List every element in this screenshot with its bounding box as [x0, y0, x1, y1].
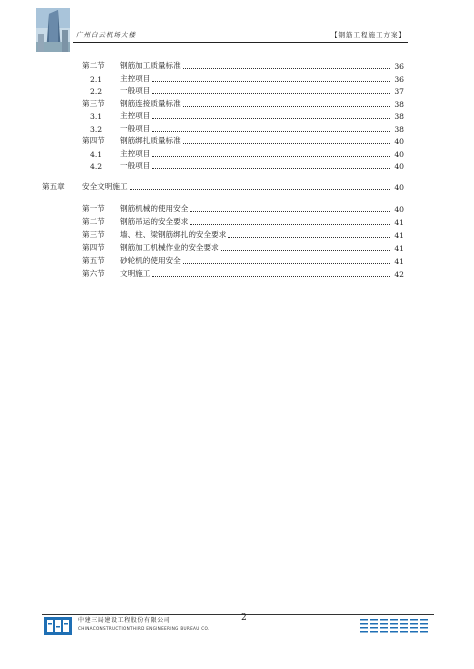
toc-entry-number: 第五节 [82, 256, 105, 265]
toc-entry-number: 第四节 [82, 136, 105, 145]
toc-entry-label: 钢筋绑扎质量标准 [120, 136, 181, 145]
toc-entry-label: 一般项目 [120, 123, 151, 133]
toc-leader-dots [152, 276, 390, 277]
header-project-name: 广州白云机场大楼 [76, 31, 136, 39]
toc-entry[interactable] [82, 123, 404, 134]
toc-entry-label: 墙、柱、梁钢筋绑扎的安全要求 [120, 230, 227, 239]
toc-leader-dots [152, 168, 390, 169]
toc-entry[interactable] [82, 216, 404, 227]
toc-entry-label: 砂轮机的使用安全 [120, 256, 181, 265]
toc-entry[interactable] [82, 98, 404, 109]
toc-entry[interactable] [82, 85, 404, 96]
toc-entry[interactable] [82, 255, 404, 266]
toc-entry[interactable] [82, 60, 404, 71]
toc-entry[interactable] [82, 242, 404, 253]
footer-company-name: 中建三局建设工程股份有限公司 [78, 617, 171, 624]
toc-entry-label: 主控项目 [120, 111, 151, 120]
toc-entry-number: 第三节 [82, 98, 105, 108]
toc-leader-dots [183, 68, 390, 69]
toc-entry-page: 41 [394, 231, 404, 240]
toc-entry-page: 41 [394, 257, 404, 266]
toc-leader-dots [190, 224, 390, 225]
toc-entry-page: 40 [394, 205, 404, 214]
toc-entry-page: 38 [394, 99, 404, 109]
toc-entry-number: 第五章 [42, 182, 65, 191]
toc-leader-dots [183, 143, 390, 144]
page-number: 2 [241, 613, 247, 623]
toc-entry[interactable] [82, 135, 404, 146]
toc-entry-page: 41 [394, 244, 404, 253]
toc-leader-dots [152, 81, 390, 82]
toc-entry[interactable] [82, 110, 404, 121]
toc-entry[interactable] [82, 203, 404, 214]
toc-entry[interactable] [82, 268, 404, 279]
toc-leader-dots [152, 118, 390, 119]
toc-entry-number: 3.1 [90, 112, 103, 121]
toc-entry-label: 钢筋机械的使用安全 [120, 204, 189, 213]
toc-entry-label: 钢筋吊运的安全要求 [120, 217, 189, 226]
toc-entry-label: 文明施工 [120, 269, 151, 278]
toc-entry[interactable] [82, 229, 404, 240]
toc-entry-number: 4.2 [90, 162, 103, 171]
toc-entry-label: 钢筋加工机械作业的安全要求 [120, 243, 219, 252]
toc-entry-page: 40 [394, 183, 404, 192]
toc-entry[interactable] [82, 73, 404, 84]
toc-leader-dots [190, 211, 390, 212]
toc-leader-dots [221, 250, 390, 251]
toc-entry-page: 42 [394, 270, 404, 279]
toc-entry-page: 36 [394, 62, 404, 71]
toc-entry-page: 40 [394, 149, 404, 159]
header-divider [73, 42, 408, 43]
toc-entry-number: 第六节 [82, 269, 105, 278]
footer-stripe-decoration [360, 617, 430, 637]
toc-leader-dots [183, 263, 390, 264]
toc-entry-number: 4.1 [90, 149, 103, 159]
header-document-title: 【钢筋工程施工方案】 [331, 31, 406, 39]
toc-entry-page: 36 [394, 74, 404, 84]
toc-leader-dots [152, 156, 390, 157]
toc-entry-page: 38 [394, 112, 404, 121]
toc-entry-page: 41 [394, 218, 404, 227]
toc-entry-label: 主控项目 [120, 73, 151, 83]
toc-leader-dots [152, 131, 390, 132]
toc-entry-label: 钢筋加工质量标准 [120, 61, 181, 70]
toc-entry-page: 40 [394, 162, 404, 171]
toc-entry[interactable] [82, 160, 404, 171]
toc-entry-number: 第二节 [82, 217, 105, 226]
toc-entry-label: 钢筋连接质量标准 [120, 98, 181, 108]
building-photo-icon [36, 8, 70, 52]
toc-entry-page: 37 [394, 87, 404, 96]
toc-entry-label: 一般项目 [120, 161, 151, 170]
toc-entry-label: 一般项目 [120, 86, 151, 95]
toc-entry-number: 3.2 [90, 124, 103, 134]
toc-entry-number: 第四节 [82, 243, 105, 252]
toc-entry[interactable] [82, 148, 404, 159]
toc-entry-page: 40 [394, 137, 404, 146]
toc-leader-dots [130, 189, 390, 190]
toc-leader-dots [183, 106, 390, 107]
footer-company-name-english: CHINACONSTRUCTIONTHIRD ENGINEERING BUREAU CO. [78, 626, 210, 631]
toc-entry-number: 2.2 [90, 87, 103, 96]
toc-entry-number: 2.1 [90, 74, 103, 84]
toc-leader-dots [152, 93, 390, 94]
toc-chapter-entry[interactable] [42, 181, 404, 192]
toc-entry-number: 第二节 [82, 61, 105, 70]
toc-entry-number: 第三节 [82, 230, 105, 239]
toc-leader-dots [228, 237, 390, 238]
toc-entry-number: 第一节 [82, 204, 105, 213]
toc-entry-page: 38 [394, 124, 404, 134]
company-logo-icon [44, 617, 72, 635]
toc-entry-label: 安全文明施工 [82, 182, 128, 191]
toc-entry-label: 主控项目 [120, 148, 151, 158]
